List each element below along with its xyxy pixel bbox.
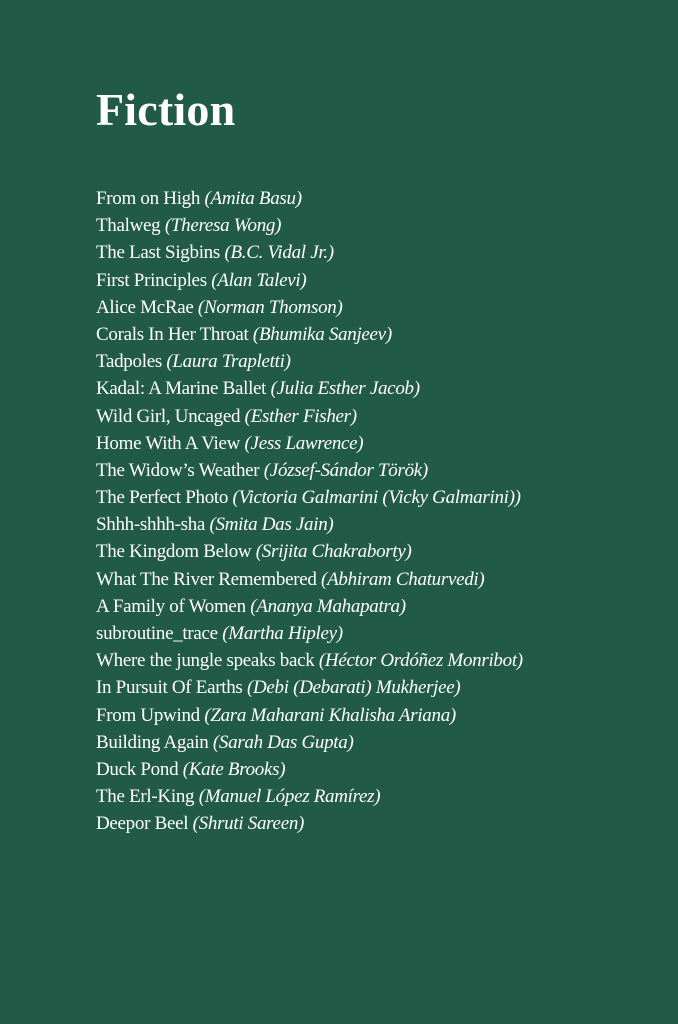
fiction-list (96, 185, 666, 838)
list-item (96, 185, 666, 212)
story-title: From Upwind (96, 704, 200, 726)
list-item (96, 593, 666, 620)
author-name: (B.C. Vidal Jr.) (224, 242, 334, 264)
section-title: Fiction (96, 84, 236, 135)
author-name: (Héctor Ordóñez Monribot) (318, 650, 523, 672)
author-name: (Abhiram Chaturvedi) (321, 568, 485, 590)
author-name: (Debi (Debarati) Mukherjee) (246, 677, 461, 699)
list-item (96, 239, 666, 266)
list-item (96, 783, 666, 810)
author-name: (Bhumika Sanjeev) (252, 323, 392, 345)
author-name: (Ananya Mahapatra) (250, 595, 406, 617)
list-item (96, 511, 666, 538)
story-title: A Family of Women (96, 595, 246, 617)
author-name: (Manuel López Ramírez) (198, 786, 381, 808)
list-item (96, 566, 666, 593)
list-item (96, 674, 666, 701)
list-item (96, 620, 666, 647)
story-title: The Perfect Photo (96, 487, 229, 509)
story-title: Deepor Beel (96, 813, 189, 835)
story-title: Thalweg (96, 215, 165, 237)
list-item (96, 375, 666, 402)
story-title: Where the jungle speaks back (96, 650, 315, 672)
list-item (96, 212, 666, 239)
author-name: (Srijita Chakraborty) (255, 541, 412, 563)
list-item (96, 810, 666, 837)
story-title: Alice McRae (96, 296, 194, 318)
author-name: (Esther Fisher) (244, 405, 357, 427)
author-name: (Laura Trapletti) (166, 351, 291, 373)
author-name: (Sarah Das Gupta) (212, 731, 354, 753)
author-name: (József-Sándor Török) (263, 459, 428, 481)
story-title: Wild Girl, Uncaged (96, 405, 241, 427)
story-title: Kadal: A Marine Ballet (96, 378, 267, 400)
story-title: First Principles (96, 269, 207, 291)
story-title: subroutine_trace (96, 623, 218, 644)
list-item (96, 321, 666, 348)
list-item (96, 457, 666, 484)
author-name: (Julia Esther Jacob) (270, 378, 420, 400)
story-title: Home With A View (96, 432, 241, 454)
author-name: (Victoria Galmarini (Vicky Galmarini)) (232, 487, 521, 509)
list-item (96, 430, 666, 457)
author-name: (Alan Talevi) (211, 269, 307, 291)
author-name: (Amita Basu) (204, 188, 302, 209)
story-title: Shhh-shhh-sha (96, 514, 206, 536)
story-title: From on High (96, 188, 201, 209)
story-title: The Erl-King (96, 786, 195, 808)
story-title: What The River Remembered (96, 568, 317, 590)
author-name: (Jess Lawrence) (244, 432, 364, 454)
author-name: (Kate Brooks) (182, 758, 286, 780)
author-name: (Smita Das Jain) (209, 514, 334, 536)
list-item (96, 538, 666, 565)
story-title: The Widow’s Weather (96, 459, 260, 481)
list-item (96, 403, 666, 430)
story-title: The Kingdom Below (96, 541, 252, 563)
story-title: Corals In Her Throat (96, 323, 249, 345)
list-item (96, 729, 666, 756)
author-name: (Shruti Sareen) (192, 813, 305, 835)
author-name: (Zara Maharani Khalisha Ariana) (204, 704, 456, 726)
story-title: In Pursuit Of Earths (96, 677, 243, 699)
list-item (96, 702, 666, 729)
list-item (96, 348, 666, 375)
list-item (96, 647, 666, 674)
story-title: Duck Pond (96, 758, 179, 780)
story-title: Building Again (96, 731, 209, 753)
author-name: (Theresa Wong) (164, 215, 282, 237)
list-item (96, 756, 666, 783)
author-name: (Norman Thomson) (197, 296, 343, 318)
story-title: The Last Sigbins (96, 242, 220, 264)
list-item (96, 267, 666, 294)
author-name: (Martha Hipley) (222, 623, 343, 644)
list-item (96, 484, 666, 511)
list-item (96, 294, 666, 321)
story-title: Tadpoles (96, 351, 162, 373)
